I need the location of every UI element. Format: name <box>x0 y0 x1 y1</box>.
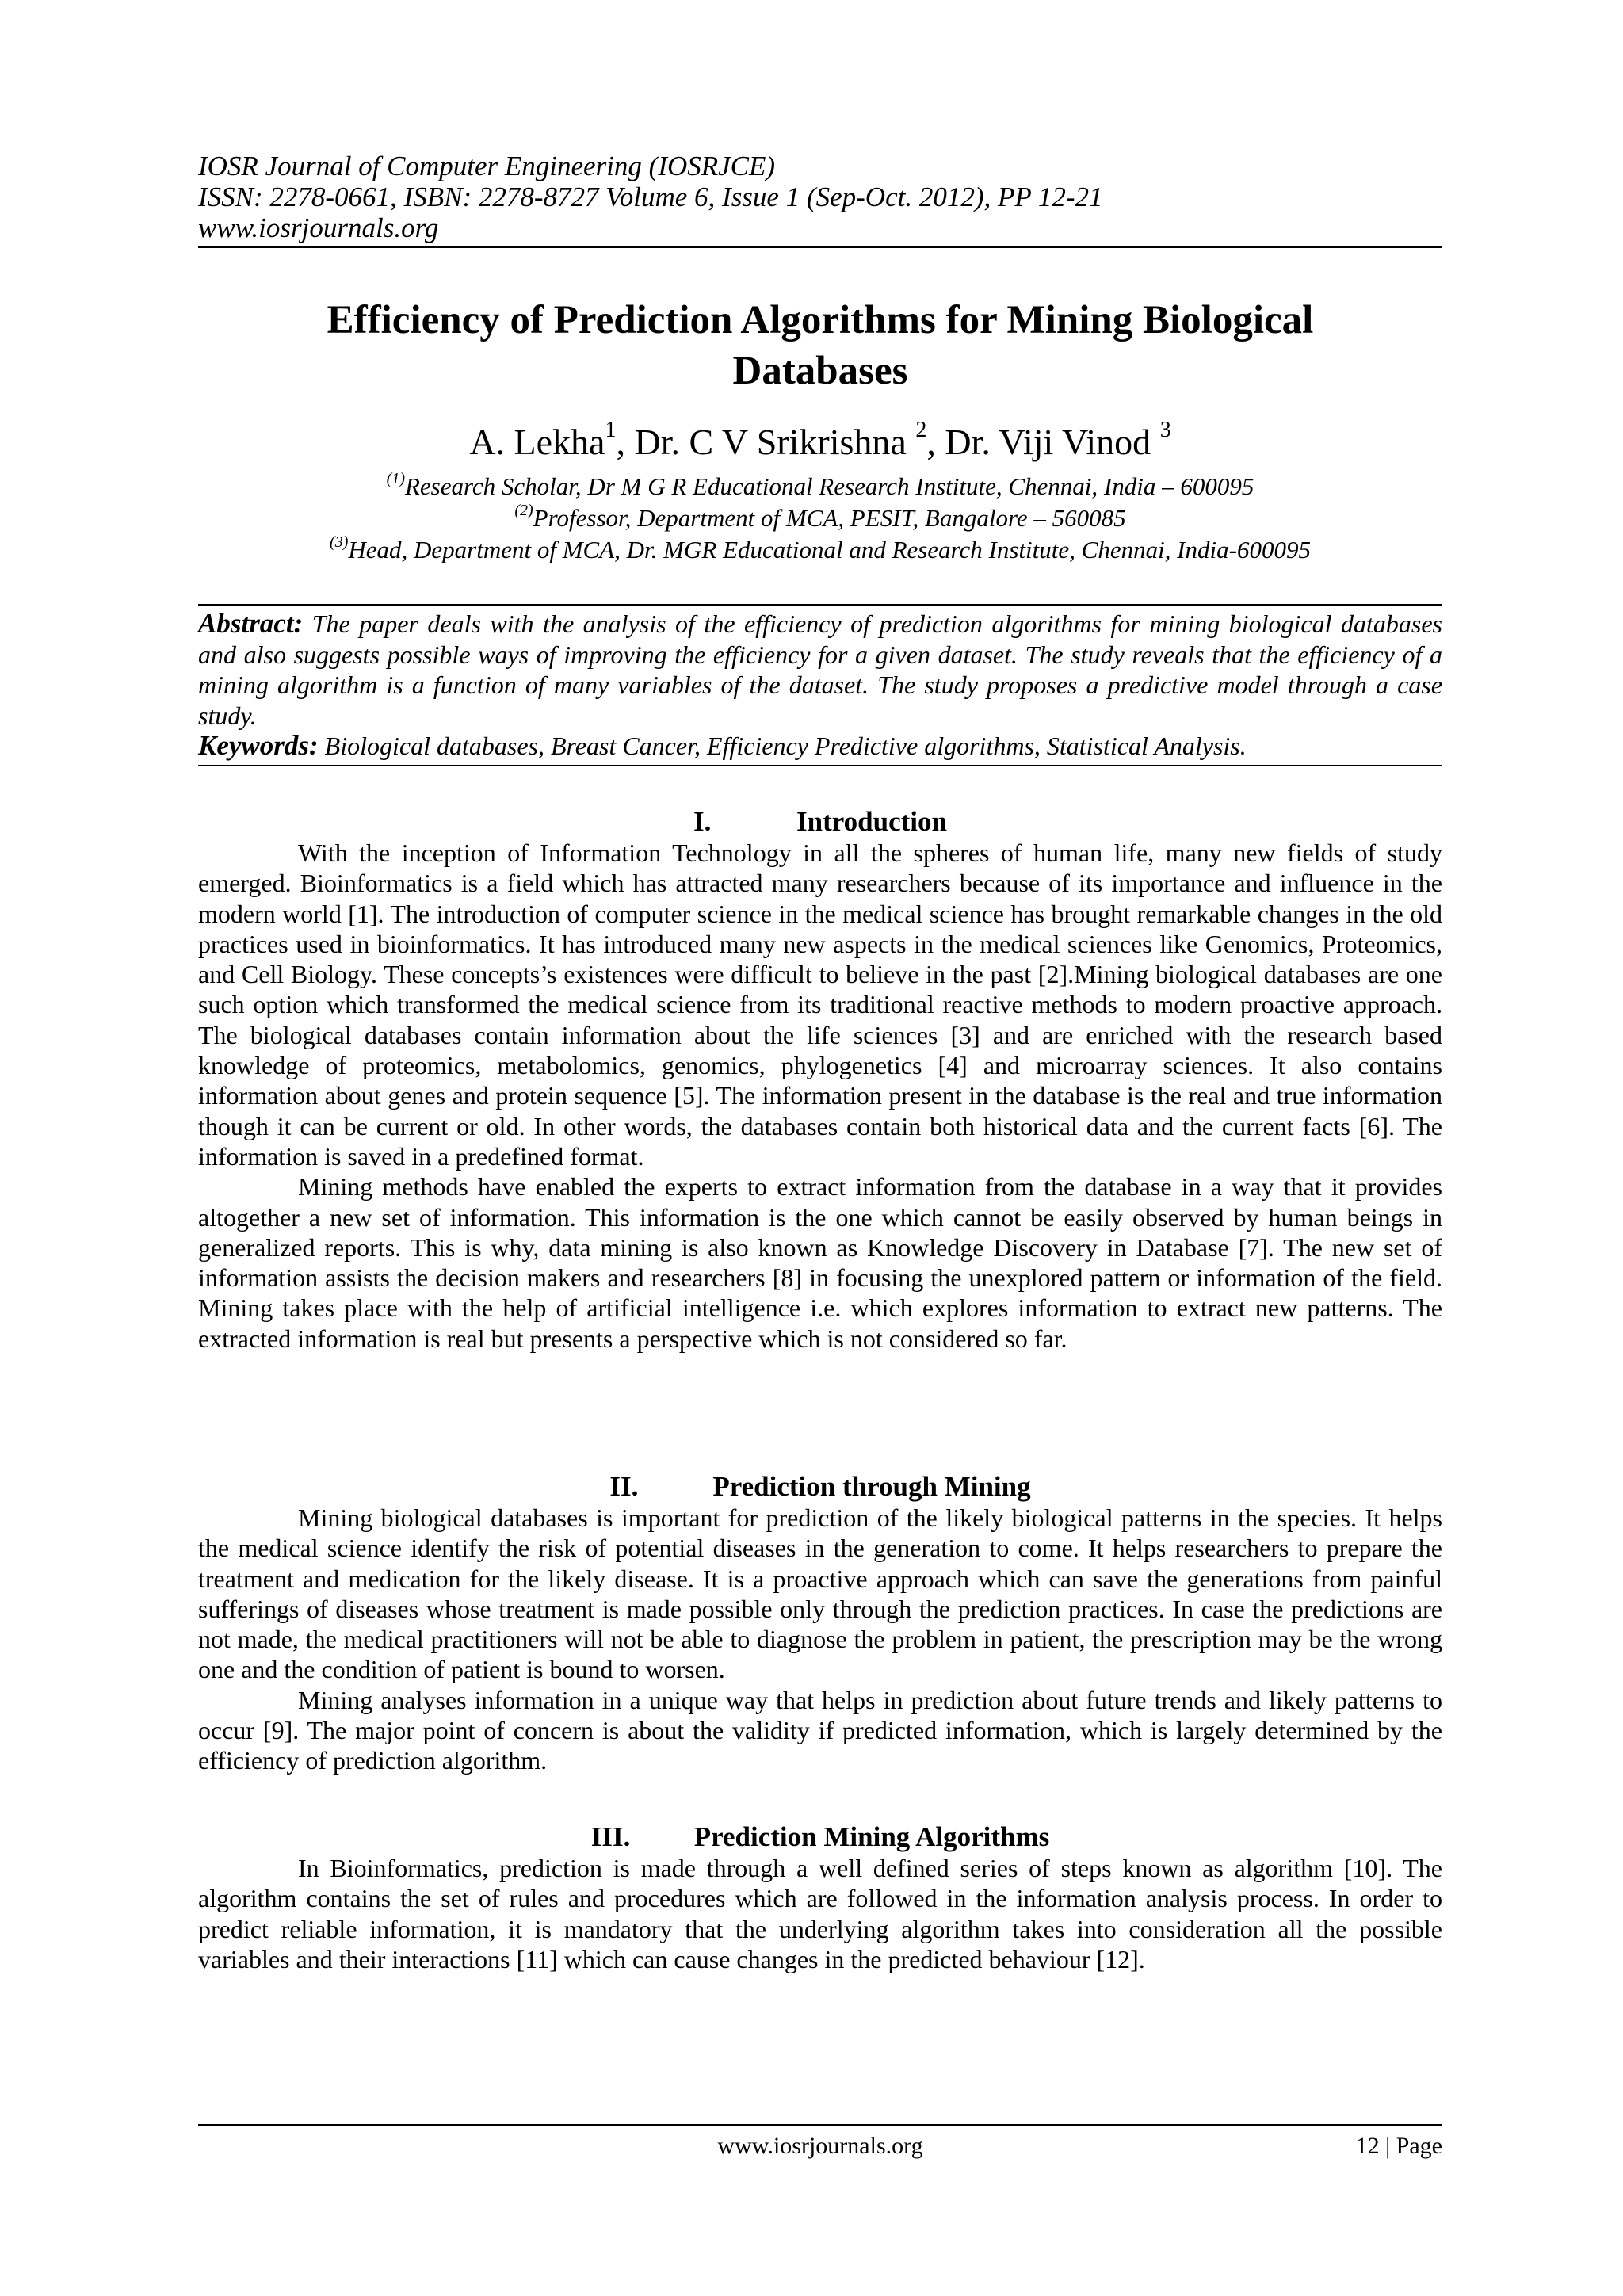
paragraph: With the inception of Information Technology in all the spheres of human life, many new fields of study emerged. Bioinformatics is a field which has attracted many researchers because of its importance and influence in the modern world [1]. The introduction of computer science in the medical science has brought remarkable changes in the old practices used in bioinformatics. It has introduced many new aspects in the medical sciences like Genomics, Proteomics, and Cell Biology. These concepts’s existences were difficult to believe in the past [2].Mining biological databases are one such option which transformed the medical science from its traditional reactive methods to modern proactive approach. The biological databases contain information about the life sciences [3] and are enriched with the research based knowledge of proteomics, metabolomics, genomics, phylogenetics [4] and microarray sciences. It also contains information about genes and protein sequence [5]. The information present in the database is the real and true information though it can be current or old. In other words, the databases contain both historical data and the current facts [6]. The information is saved in a predefined format. <box>198 839 1442 1171</box>
section-heading-prediction-mining-algorithms <box>198 1821 1442 1853</box>
page-number: 12 | Page <box>1355 2133 1442 2159</box>
affiliation-list <box>198 471 1442 566</box>
affiliation-3 <box>198 534 1442 566</box>
section-body-prediction-through-mining <box>198 1503 1442 1776</box>
paragraph: In Bioinformatics, prediction is made through a well defined series of steps known as algorithm [10]. The algorithm contains the set of rules and procedures which are followed in the information analysis process. In order to predict reliable information, it is mandatory that the underlying algorithm takes into consideration all the possible variables and their interactions [11] which can cause changes in the predicted behaviour [12]. <box>198 1854 1442 1973</box>
section-body-introduction <box>198 838 1442 1354</box>
author-1: A. Lekha <box>469 422 605 462</box>
section-number: II. <box>609 1471 639 1502</box>
paper-title <box>198 295 1442 396</box>
section-title: Prediction through Mining <box>712 1471 1031 1502</box>
abstract <box>198 609 1442 731</box>
author-3-marker: 3 <box>1159 418 1171 442</box>
affiliation-1 <box>198 471 1442 502</box>
section-title: Prediction Mining Algorithms <box>693 1821 1050 1852</box>
affiliation-text: Research Scholar, Dr M G R Educational Research Institute, Chennai, India – 600095 <box>404 472 1254 500</box>
affiliation-marker: (1) <box>386 470 405 487</box>
author-3: Dr. Viji Vinod <box>945 422 1160 462</box>
author-2-marker: 2 <box>915 418 927 442</box>
author-separator: , <box>926 422 945 462</box>
abstract-block <box>198 604 1442 766</box>
section-title: Introduction <box>796 806 947 837</box>
affiliation-text: Head, Department of MCA, Dr. MGR Educational and Research Institute, Chennai, India-600095 <box>348 536 1311 563</box>
section-number: III. <box>590 1821 631 1852</box>
author-1-marker: 1 <box>605 418 617 442</box>
paragraph: Mining analyses information in a unique way that helps in prediction about future trends and likely patterns to occur [9]. The major point of concern is about the validity if predicted information, which is largely determined by the efficiency of prediction algorithm. <box>198 1685 1442 1775</box>
paragraph: Mining biological databases is important for prediction of the likely biological patterns in the species. It helps the medical science identify the risk of potential diseases in the generation to come. It helps researchers to prepare the treatment and medication for the likely disease. It is a proactive approach which can save the generations from painful sufferings of diseases whose treatment is made possible only through the prediction practices. In case the predictions are not made, the medical practitioners will not be able to diagnose the problem in patient, the prescription may be the wrong one and the condition of patient is bound to worsen. <box>198 1503 1442 1684</box>
section-number: I. <box>693 806 712 837</box>
title-line-2: Databases <box>732 349 908 393</box>
title-line-1: Efficiency of Prediction Algorithms for Mining Biological <box>327 298 1314 342</box>
footer-website[interactable]: www.iosrjournals.org <box>717 2133 923 2159</box>
author-separator: , <box>616 422 635 462</box>
section-heading-prediction-through-mining <box>198 1471 1442 1503</box>
journal-header <box>198 151 1442 248</box>
abstract-label: Abstract: <box>198 608 304 639</box>
keywords-text: Biological databases, Breast Cancer, Efficiency Predictive algorithms, Statistical Analysis. <box>318 732 1247 760</box>
issn-line: ISSN: 2278-0661, ISBN: 2278-8727 Volume 6, Issue 1 (Sep-Oct. 2012), PP 12-21 <box>198 181 1103 212</box>
affiliation-marker: (2) <box>514 502 533 519</box>
abstract-text: The paper deals with the analysis of the efficiency of prediction algorithms for mining biological databases and also suggests possible ways of improving the efficiency for a given dataset. The study reveals that the efficiency of a mining algorithm is a function of many variables of the dataset. The study proposes a predictive model through a case study. <box>198 609 1442 730</box>
keywords <box>198 731 1442 762</box>
journal-website[interactable]: www.iosrjournals.org <box>198 212 439 243</box>
author-list <box>198 418 1442 466</box>
footer-divider <box>198 2124 1442 2126</box>
section-heading-introduction <box>198 806 1442 838</box>
keywords-label: Keywords: <box>198 730 319 761</box>
section-body-prediction-mining-algorithms <box>198 1853 1442 1974</box>
author-2: Dr. C V Srikrishna <box>634 422 916 462</box>
affiliation-2 <box>198 502 1442 534</box>
affiliation-text: Professor, Department of MCA, PESIT, Bangalore – 560085 <box>533 504 1126 532</box>
paragraph: Mining methods have enabled the experts to extract information from the database in a way that it provides altogether a new set of information. This information is the one which cannot be easily observed by human beings in generalized reports. This is why, data mining is also known as Knowledge Discovery in Database [7]. The new set of information assists the decision makers and researchers [8] in focusing the unexplored pattern or information of the field. Mining takes place with the help of artificial intelligence i.e. which explores information to extract new patterns. The extracted information is real but presents a perspective which is not considered so far. <box>198 1172 1442 1353</box>
affiliation-marker: (3) <box>330 533 349 551</box>
journal-name: IOSR Journal of Computer Engineering (IOSRJCE) <box>198 151 776 181</box>
